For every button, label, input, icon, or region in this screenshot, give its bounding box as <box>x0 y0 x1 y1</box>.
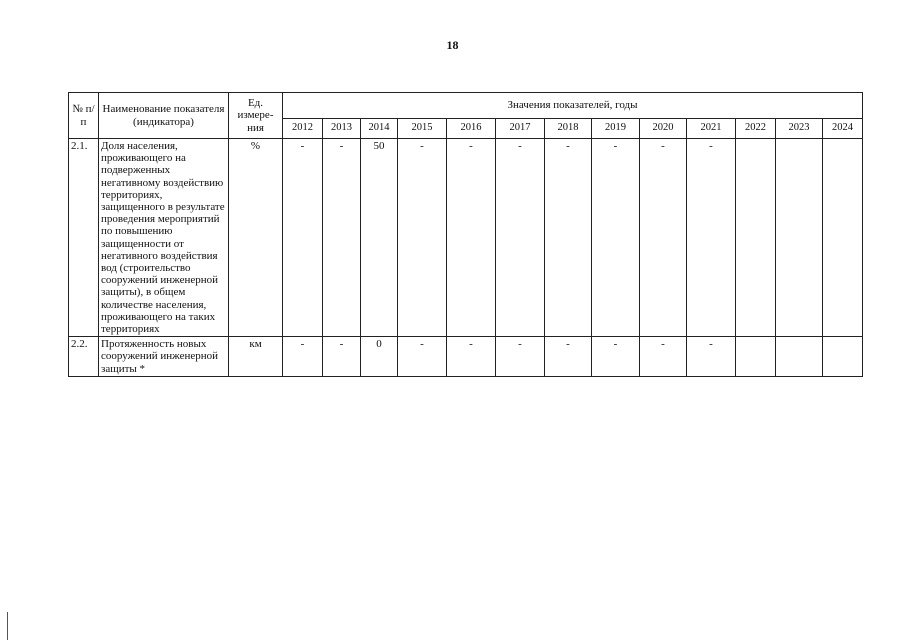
year-header: 2023 <box>776 119 823 139</box>
indicator-name: Доля населения, проживающего на подверженных негативному воздействию территориях, защищенного в результате проведения мероприятий по повышению защищенности от негативного воздействия вод (строительство сооружений инженерной защиты), в общем количестве населения, проживающего на таких территориях <box>99 139 229 337</box>
year-header: 2022 <box>736 119 776 139</box>
unit-cell: % <box>229 139 283 337</box>
value-cell: - <box>592 337 640 377</box>
value-cell <box>736 337 776 377</box>
year-header: 2024 <box>823 119 863 139</box>
row-num: 2.2. <box>69 337 99 377</box>
value-cell <box>776 337 823 377</box>
value-cell: - <box>398 139 447 337</box>
indicators-table <box>68 92 863 377</box>
value-cell: - <box>592 139 640 337</box>
indicator-name: Протяженность новых сооружений инженерной защиты * <box>99 337 229 377</box>
year-header: 2013 <box>323 119 361 139</box>
year-header: 2014 <box>361 119 398 139</box>
year-header: 2020 <box>640 119 687 139</box>
table-row <box>69 337 863 377</box>
value-cell: 50 <box>361 139 398 337</box>
header-values-title: Значения показателей, годы <box>283 93 863 119</box>
year-header: 2016 <box>447 119 496 139</box>
year-header: 2018 <box>545 119 592 139</box>
value-cell <box>823 337 863 377</box>
value-cell: - <box>496 337 545 377</box>
value-cell: - <box>687 337 736 377</box>
value-cell: - <box>545 337 592 377</box>
header-unit: Ед. измере-ния <box>229 93 283 139</box>
value-cell: - <box>283 337 323 377</box>
value-cell: - <box>687 139 736 337</box>
value-cell: - <box>398 337 447 377</box>
value-cell: - <box>323 139 361 337</box>
value-cell: - <box>323 337 361 377</box>
value-cell: - <box>640 337 687 377</box>
year-header: 2021 <box>687 119 736 139</box>
value-cell <box>776 139 823 337</box>
value-cell: - <box>496 139 545 337</box>
header-row-1 <box>69 93 863 119</box>
header-name: Наименование показателя (индикатора) <box>99 93 229 139</box>
value-cell <box>823 139 863 337</box>
row-num: 2.1. <box>69 139 99 337</box>
value-cell: - <box>545 139 592 337</box>
value-cell: - <box>283 139 323 337</box>
year-header: 2012 <box>283 119 323 139</box>
value-cell <box>736 139 776 337</box>
value-cell: - <box>640 139 687 337</box>
table-row <box>69 139 863 337</box>
value-cell: 0 <box>361 337 398 377</box>
scan-edge-mark <box>7 612 8 640</box>
value-cell: - <box>447 337 496 377</box>
year-header: 2017 <box>496 119 545 139</box>
year-header: 2015 <box>398 119 447 139</box>
header-num: № п/п <box>69 93 99 139</box>
unit-cell: км <box>229 337 283 377</box>
year-header: 2019 <box>592 119 640 139</box>
page-number: 18 <box>446 38 459 52</box>
value-cell: - <box>447 139 496 337</box>
